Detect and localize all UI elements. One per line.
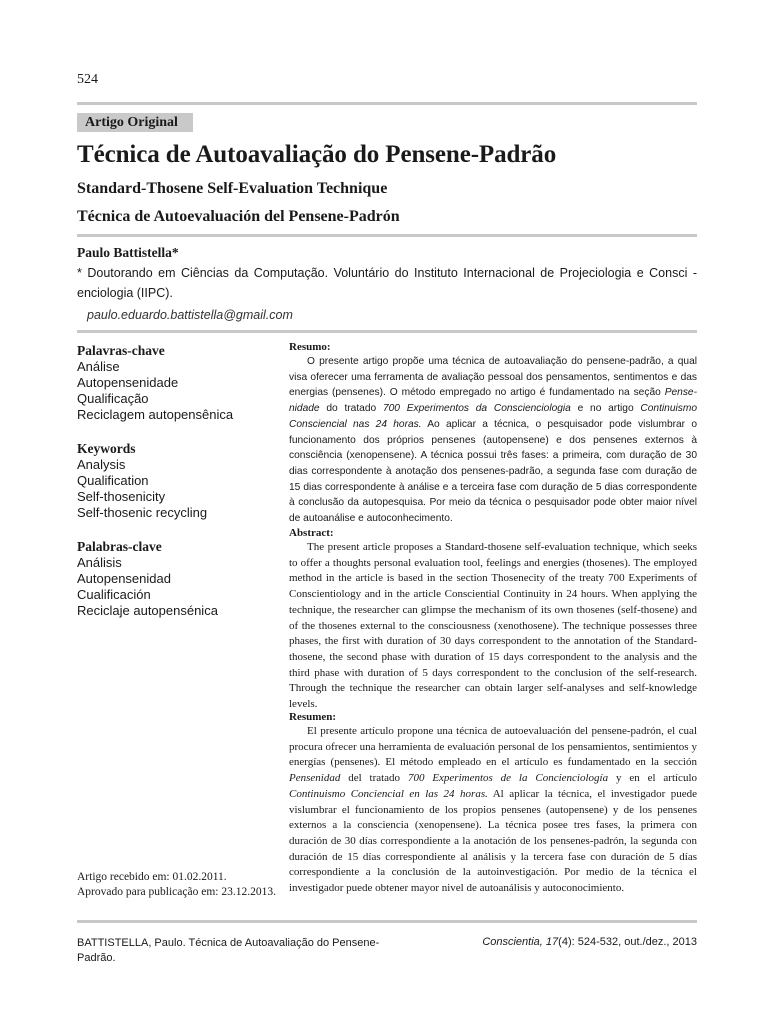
resumen-heading: Resumen: [289,711,337,723]
resumo-heading: Resumo: [289,341,331,353]
footer-journal-reference [482,936,697,948]
keywords-heading: Palavras-chave [77,343,165,358]
footer-rule [77,920,697,923]
author-affiliation: * Doutorando em Ciências da Computação. Voluntário do Instituto Internacional de Projeciologia e Consci - enciologia (IIPC). [77,266,697,300]
keyword-item: Reciclaje autopensénica [77,603,218,618]
keyword-item: Cualificación [77,587,151,602]
keyword-item: Análise [77,359,120,374]
journal-name: Conscientia, [482,936,543,948]
keyword-item: Qualification [77,473,149,488]
journal-volume: 17 [545,936,559,948]
keywords-heading: Palabras-clave [77,539,162,554]
article-title: Técnica de Autoavaliação do Pensene-Padrão [77,141,557,168]
author-email[interactable]: paulo.eduardo.battistella@gmail.com [87,308,293,322]
keyword-item: Reciclagem autopensênica [77,407,234,422]
keywords-spanish [77,538,218,619]
resumen-body: El presente artículo propone una técnica de autoevaluación del pensene-padrón, el cual procura ofrecer una herramienta de evaluación personal de los pensamientos, sentimientos y energías (pensenes). El método empleado en el artículo es fundamentado en la sección Pensenidad del tratado 700 Experimentos de la Concienciología y en el artículo Continuismo Conciencial en las 24 horas. Al aplicar la técnica, el investigador puede vislumbrar el funcionamiento de los propios pensenes (autopensene) y de los pensenes externos a la consciencia (xenopensene). La técnica posee tres fases, la primera con duración de 30 días correspondiente a la anotación de los pensenes-padrón, la segunda con duración de 15 días correspondiente al análisis y la tercera fase con duración de 5 días correspondiente a la conclusión de la autoinvestigación. Por medio de la técnica el investigador puede obtener mayor nivel de autoanálisis y autoconocimiento. [289,725,697,895]
author-rule [77,330,697,333]
author-name: Paulo Battistella* [77,245,179,260]
received-date: Artigo recebido em: 01.02.2011. [77,871,227,883]
keyword-item: Autopensenidade [77,375,179,390]
article-dates [77,870,276,900]
page-number: 524 [77,72,98,87]
footer-citation: BATTISTELLA, Paulo. Técnica de Autoavaliação do Pensene-Padrão. [77,937,380,964]
keywords-english [77,440,207,521]
title-spanish: Técnica de Autoevaluación del Pensene-Padrón [77,208,400,225]
journal-pages-date: : 524-532, out./dez., 2013 [571,936,697,948]
keywords-heading: Keywords [77,441,136,456]
journal-issue: (4) [558,936,572,948]
top-rule [77,102,697,105]
section-tag: Artigo Original [77,113,193,132]
keyword-item: Self-thosenic recycling [77,505,208,520]
title-english: Standard-Thosene Self-Evaluation Technique [77,180,388,197]
resumo-body: O presente artigo propõe uma técnica de autoavaliação do pensene-padrão, a qual visa oferecer uma ferramenta de avaliação pessoal dos pensamentos, sentimentos e das energias (pensenes). O método empregado no artigo é fundamentado na seção Pensenidade do tratado 700 Experimentos da Conscienciologia e no artigo Continuismo Consciencial nas 24 horas. Ao aplicar a técnica, o pesquisador pode vislumbrar o funcionamento dos próprios pensenes (autopensene) e dos pensenes externos à consciência (xenopensene). A técnica possui três fases: a primeira, com duração de 30 dias correspondente à anotação dos pensenes-padrão, a segunda fase com duração de 15 dias correspondente à análise e a terceira fase com duração de 5 dias correspondente à conclusão da autopesquisa. Por meio da técnica o pesquisador pode obter maior nível de autoanálise e autoconhecimento. [289,356,698,525]
keyword-item: Autopensenidad [77,571,171,586]
keywords-portuguese [77,342,233,423]
keyword-item: Analysis [77,457,126,472]
abstract-body: The present article proposes a Standard-thosene self-evaluation technique, which seeks to offer a thoughts personal evaluation tool, feelings and energies (thosenes). The employed method in the article is based in the section Thosenecity of the treaty 700 Experiments of Conscientiology and in the article Consciential Continuity in 24 hours. When applying the technique, the researcher can glimpse the mechanism of its own thosenes (self-thosene) and of the thosenes external to the consciousness (xenothosene). The technique possesses three phases, the first with duration of 30 days correspondent to the annotation of the Standard-thosene, the second phase with duration of 15 days correspondent to the analysis and the third phase with duration of 5 days correspondent to the conclusion of the self-research. Through the technique the researcher can obtain larger self-analyses and self-knowledge levels. [289,541,697,711]
title-rule [77,234,697,237]
keyword-item: Self-thosenicity [77,489,166,504]
keyword-item: Qualificação [77,391,149,406]
abstract-heading: Abstract: [289,527,334,539]
keyword-item: Análisis [77,555,122,570]
approved-date: Aprovado para publicação em: 23.12.2013. [77,886,276,898]
